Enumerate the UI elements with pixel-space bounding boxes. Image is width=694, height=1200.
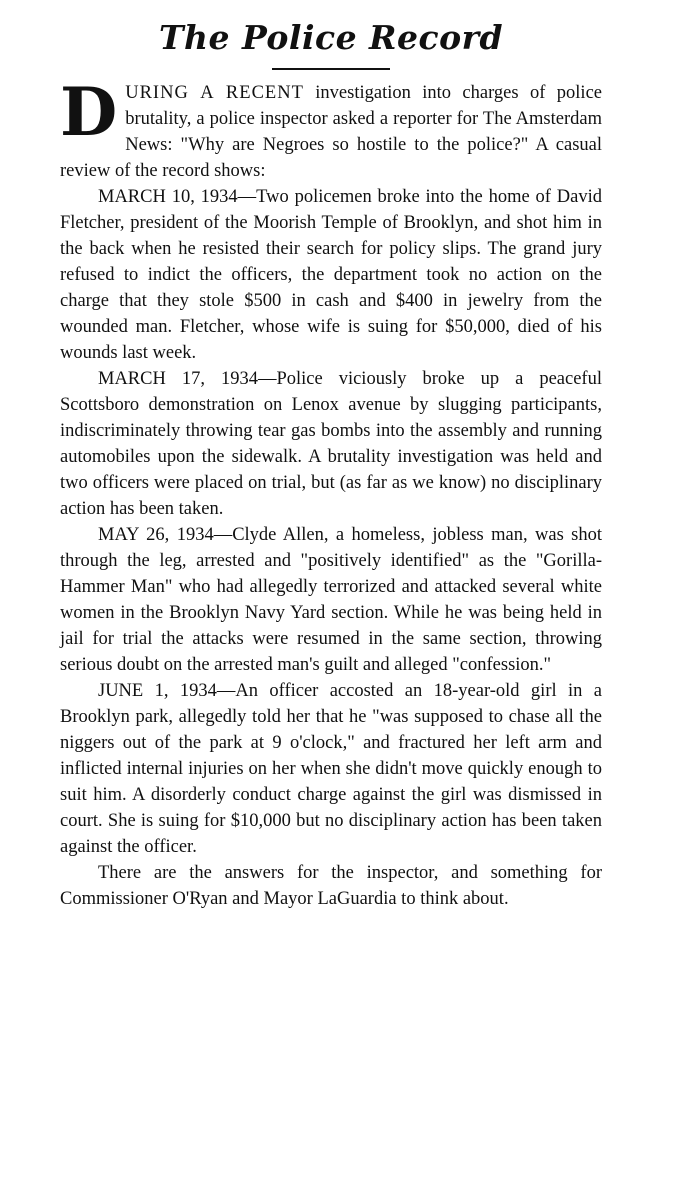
entry-text: —An officer accosted an 18-year-old girl in a Brooklyn park, allegedly told her that he "was supposed to chase all the niggers out of the park at 9 o'clock," and fractured her left arm and inflicted internal injuries on her when she didn't move quickly enough to suit him. A disorderly conduct charge against the girl was dismissed in court. She is suing for $10,000 but no disciplinary action has been taken against the officer. xyxy=(60,681,602,857)
entry-text: —Clyde Allen, a homeless, jobless man, was shot through the leg, arrested and "positively identified" as the "Gorilla-Hammer Man" who had allegedly terrorized and attacked several white women in the Brooklyn Navy Yard section. While he was being held in jail for trial the attacks were resumed in the same section, throwing serious doubt on the arrested man's guilt and alleged "confession." xyxy=(60,525,602,675)
headline: The Police Record xyxy=(158,18,504,57)
entry-date: MARCH 10, 1934 xyxy=(98,187,238,207)
article-body xyxy=(60,73,602,912)
closing-paragraph: There are the answers for the inspector, and something for Commissioner O'Ryan and Mayor LaGuardia to think about. xyxy=(60,863,602,909)
entry-date: MAY 26, 1934 xyxy=(98,525,214,545)
record-entry-3 xyxy=(60,522,602,678)
record-entry-2 xyxy=(60,366,602,522)
entry-date: MARCH 17, 1934 xyxy=(98,369,258,389)
headline-rule xyxy=(272,68,390,70)
entry-text: —Police viciously broke up a peaceful Scottsboro demonstration on Lenox avenue by slugging participants, indiscriminately throwing tear gas bombs into the assembly and running automobiles upon the sidewalk. A brutality investigation was held and two officers were placed on trial, but (as far as we know) no disciplinary action has been taken. xyxy=(60,369,602,519)
intro-text: investigation into charges of police brutality, a police inspector asked a reporter for The Amsterdam News: "Why are Negroes so hostile to the police?" A casual review of the record shows: xyxy=(60,83,602,181)
entry-date: JUNE 1, 1934 xyxy=(98,681,217,701)
intro-paragraph xyxy=(60,73,602,184)
drop-cap: D xyxy=(60,73,118,151)
record-entry-1 xyxy=(60,184,602,366)
record-entry-4 xyxy=(60,678,602,860)
lead-words: URING A RECENT xyxy=(125,83,304,103)
editorial-article xyxy=(60,14,602,912)
entry-text: —Two policemen broke into the home of David Fletcher, president of the Moorish Temple of Brooklyn, and shot him in the back when he resisted their search for policy slips. The grand jury refused to indict the officers, the department took no action on the charge that they stole $500 in cash and $400 in jewelry from the wounded man. Fletcher, whose wife is suing for $50,000, died of his wounds last week. xyxy=(60,187,602,363)
